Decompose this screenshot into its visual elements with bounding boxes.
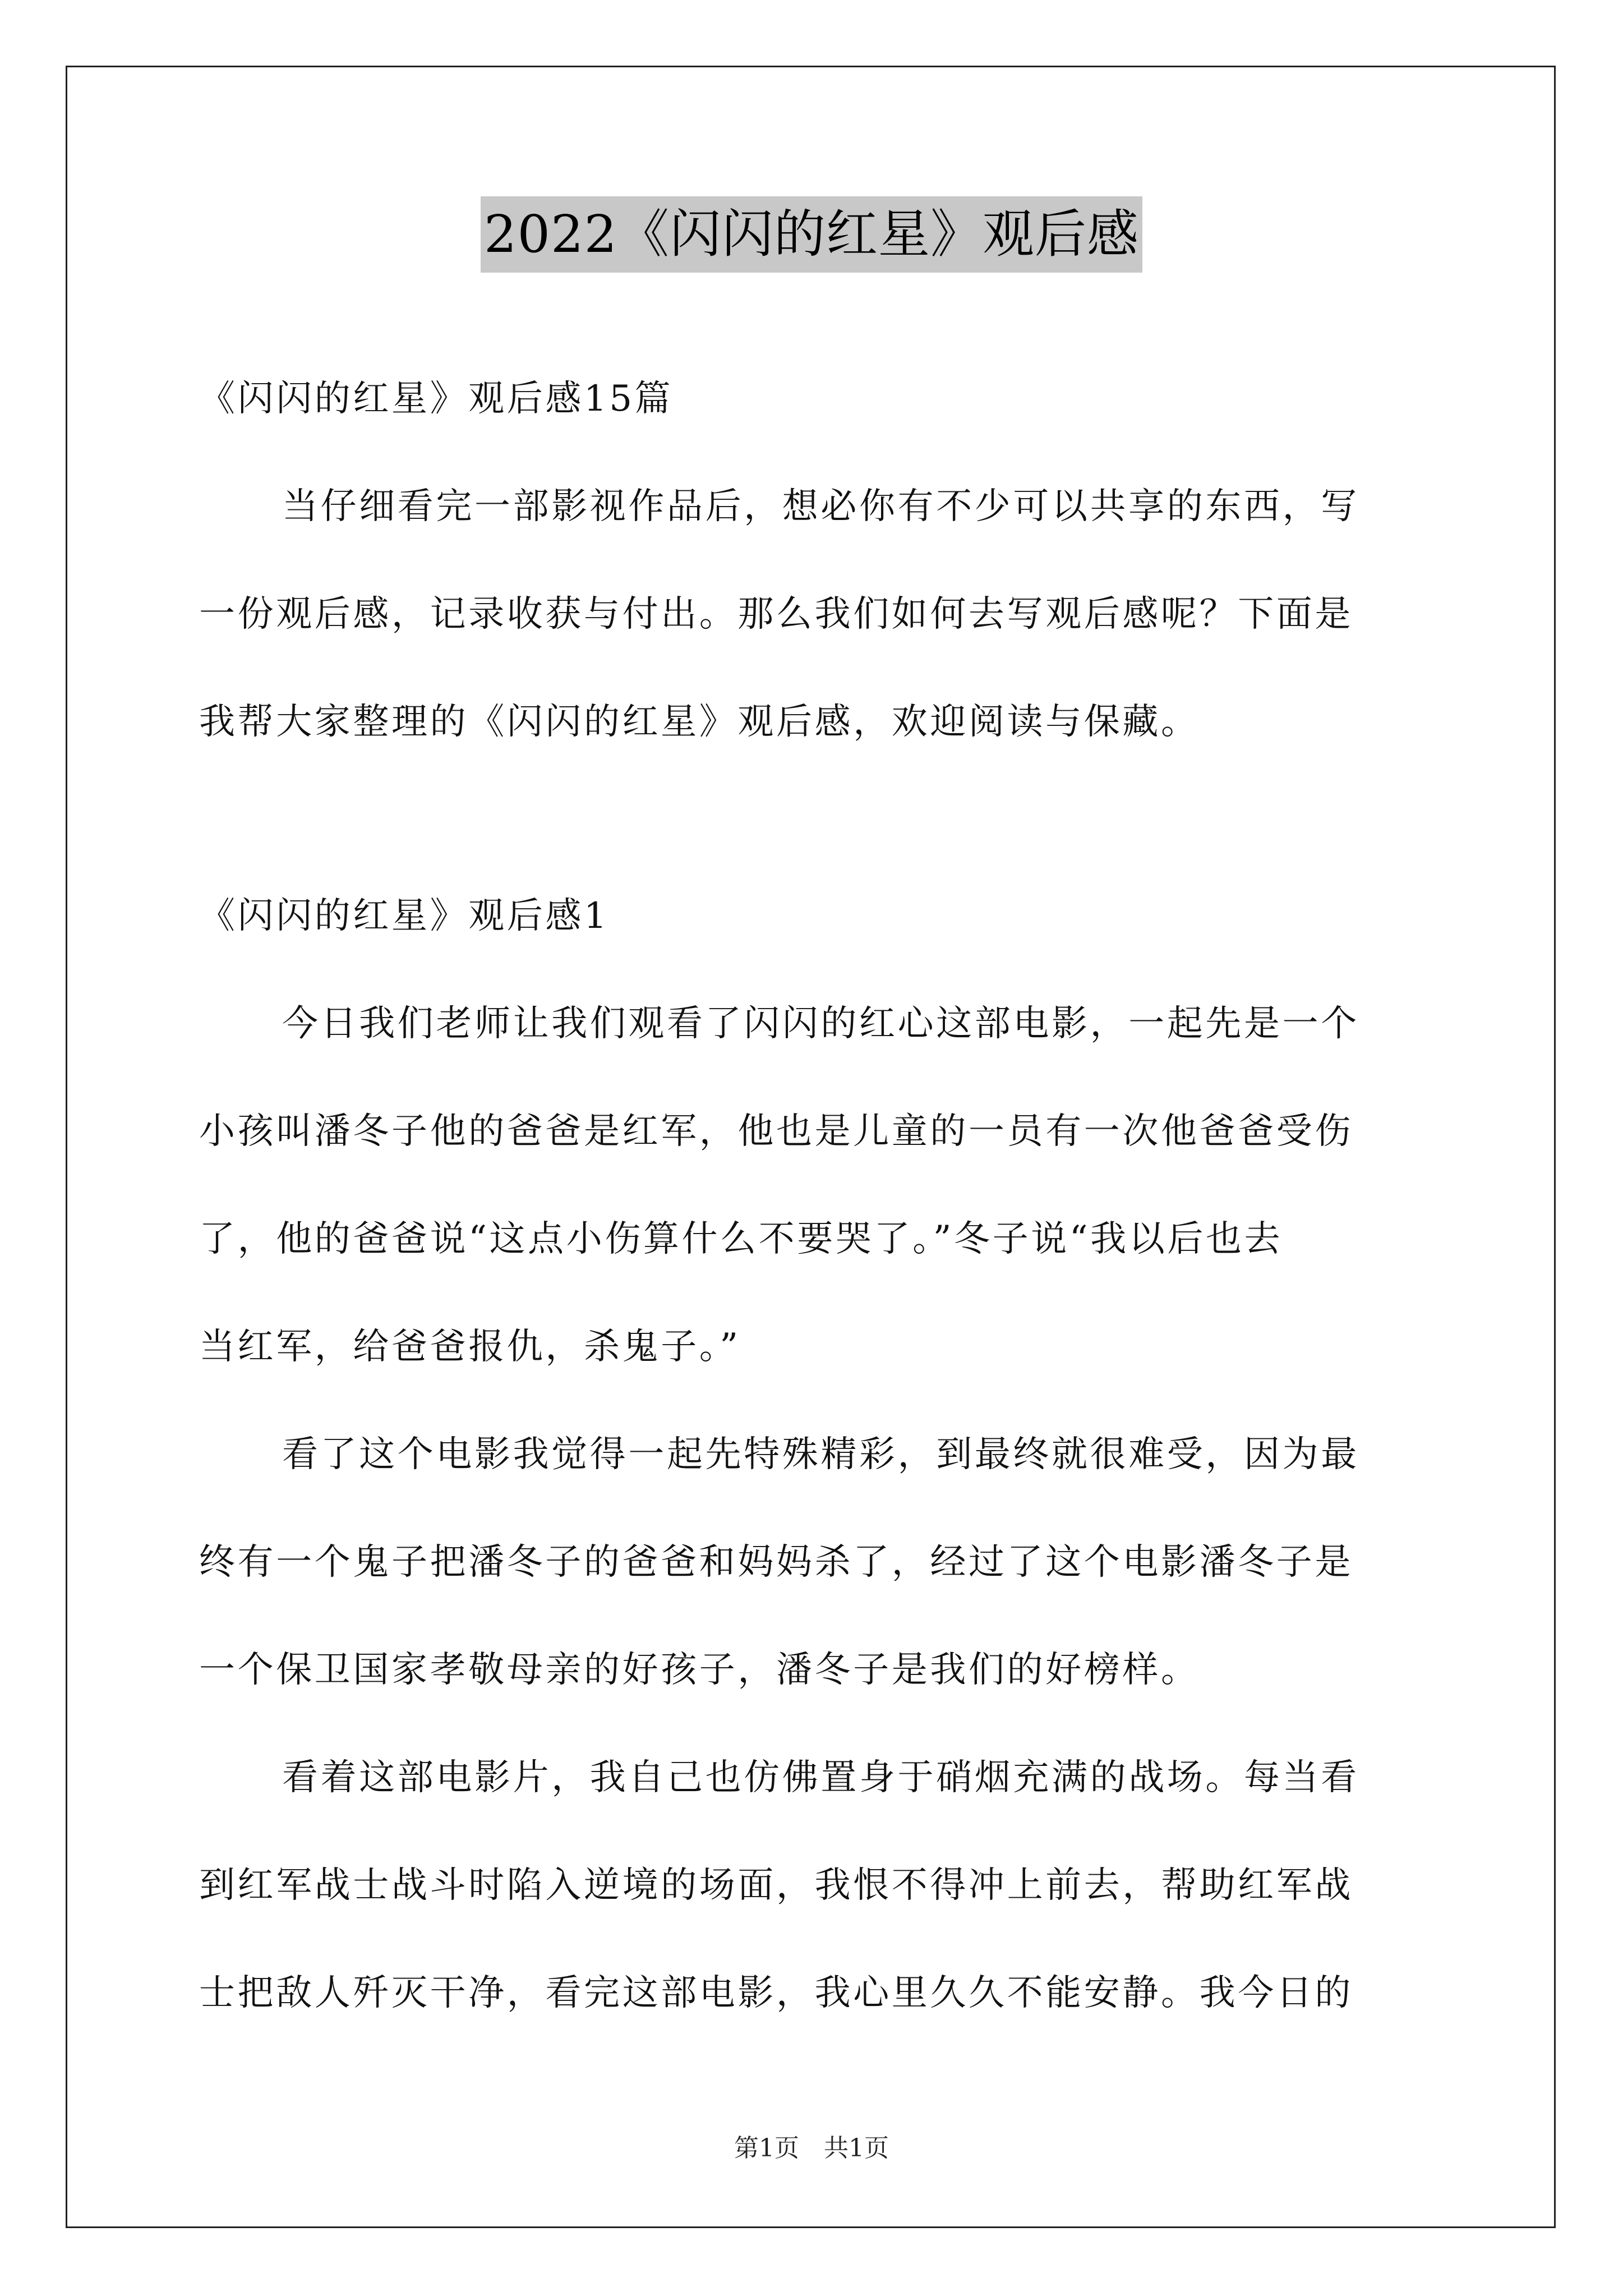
paragraph2-line: 看了这个电影我觉得一起先特殊精彩，到最终就很难受，因为最: [282, 1434, 1359, 1475]
paragraph1-line: 了，他的爸爸说“这点小伤算什么不要哭了。”冬子说“我以后也去: [199, 1218, 1283, 1260]
intro-line: 一份观后感，记录收获与付出。那么我们如何去写观后感呢？下面是: [199, 593, 1353, 635]
paragraph1-line: 今日我们老师让我们观看了闪闪的红心这部电影，一起先是一个: [282, 1003, 1359, 1045]
section-heading: 《闪闪的红星》观后感1: [199, 895, 610, 937]
document-subtitle: 《闪闪的红星》观后感15篇: [199, 378, 674, 420]
intro-line: 当仔细看完一部影视作品后，想必你有不少可以共享的东西，写: [282, 486, 1359, 527]
document-body: [199, 345, 1433, 2047]
intro-line: 我帮大家整理的《闪闪的红星》观后感，欢迎阅读与保藏。: [199, 701, 1200, 743]
paragraph1-line: 当红军，给爸爸报仇，杀鬼子。”: [199, 1326, 741, 1368]
page-footer: [0, 2132, 1623, 2165]
paragraph3-line: 到红军战士战斗时陷入逆境的场面，我恨不得冲上前去，帮助红军战: [199, 1865, 1353, 1906]
paragraph2-line: 终有一个鬼子把潘冬子的爸爸和妈妈杀了，经过了这个电影潘冬子是: [199, 1542, 1353, 1583]
document-title: 2022《闪闪的红星》观后感: [481, 196, 1142, 273]
paragraph1-line: 小孩叫潘冬子他的爸爸是红军，他也是儿童的一员有一次他爸爸受伤: [199, 1111, 1353, 1152]
paragraph2-line: 一个保卫国家孝敬母亲的好孩子，潘冬子是我们的好榜样。: [199, 1649, 1200, 1691]
page-total: 共1页: [824, 2134, 889, 2162]
section-gap: [199, 776, 1433, 862]
title-wrap: [0, 196, 1623, 273]
paragraph3-line: 士把敌人歼灭干净，看完这部电影，我心里久久不能安静。我今日的: [199, 1972, 1353, 2014]
page-number: 第1页: [734, 2134, 799, 2162]
paragraph3-line: 看着这部电影片，我自己也仿佛置身于硝烟充满的战场。每当看: [282, 1757, 1359, 1798]
